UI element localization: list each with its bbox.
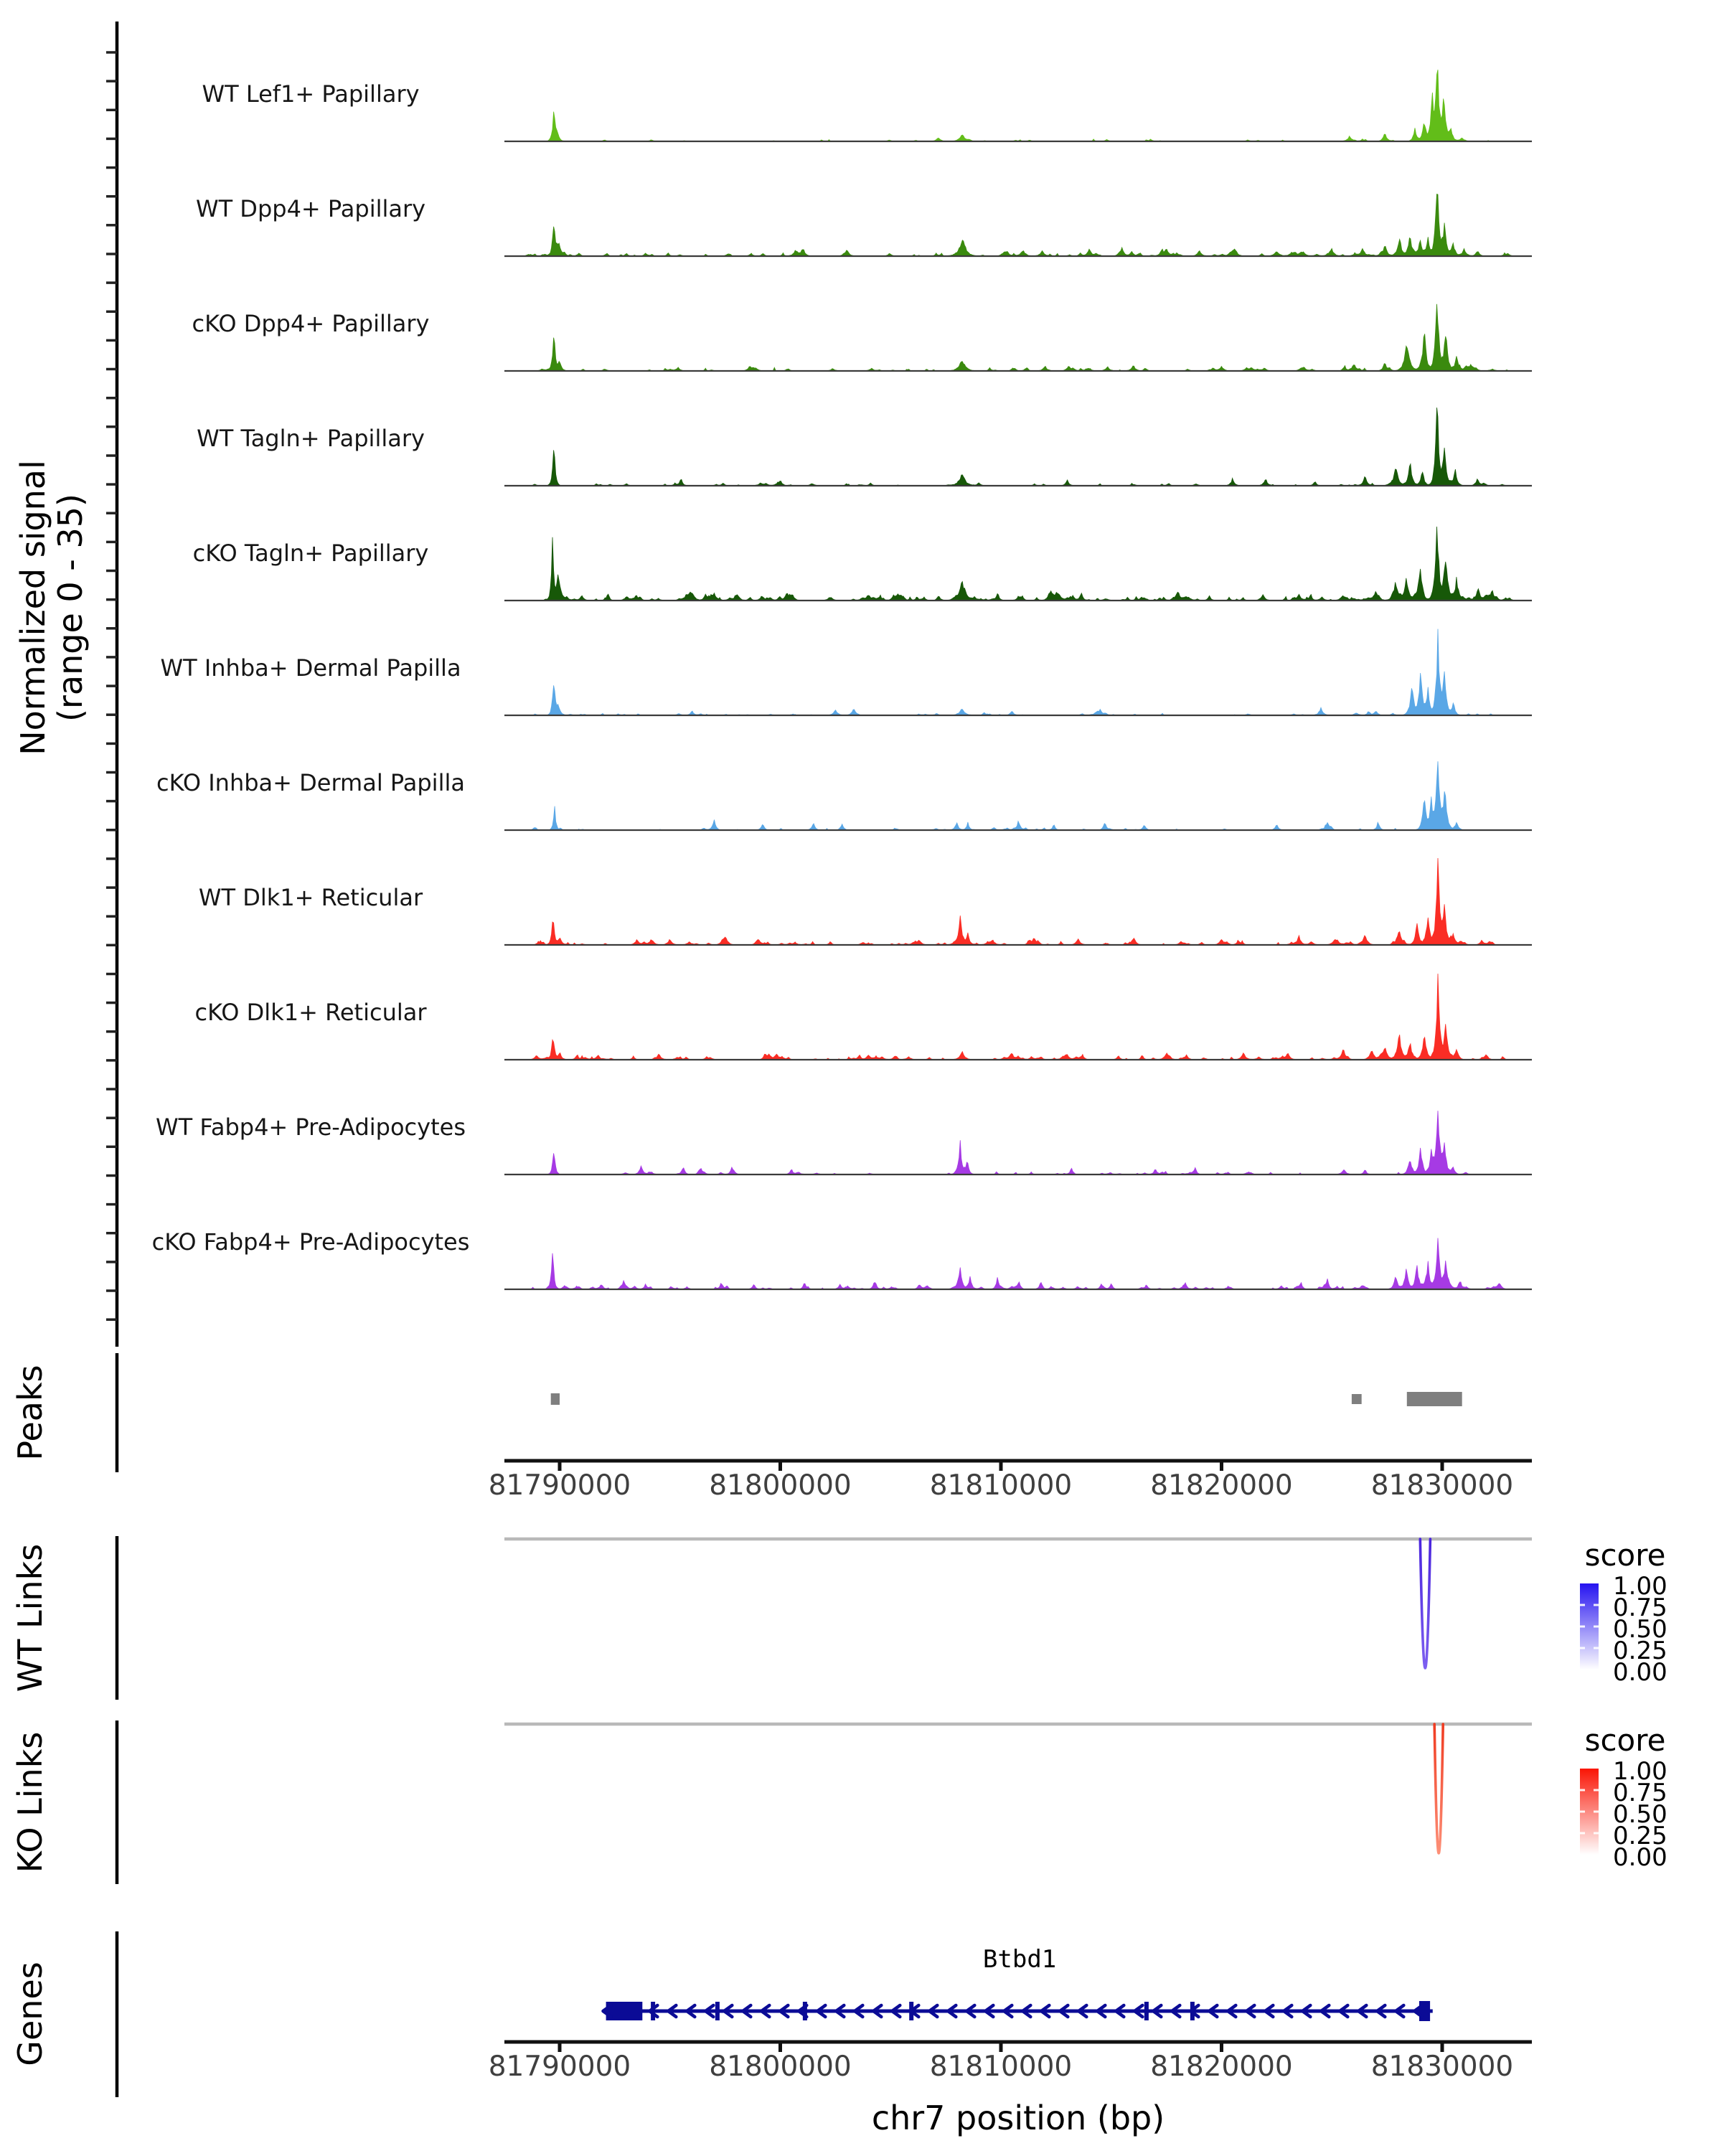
signal-track [192, 304, 1532, 371]
genes-panel [603, 1945, 1433, 2021]
gene-end-exon [1419, 2001, 1430, 2021]
signal-tracks-panel [152, 70, 1532, 1289]
score-legend-notch [1580, 1789, 1585, 1792]
ko-links-panel [504, 1724, 1667, 1872]
score-legend-tick-label: 0.50 [1613, 1800, 1667, 1829]
wt-links-legend-title: score [1584, 1538, 1666, 1573]
genome-axis-tick-label: 81830000 [1370, 1469, 1514, 1502]
signal-track [156, 761, 1532, 830]
wt-links-panel [504, 1539, 1667, 1687]
peak-region [1407, 1392, 1462, 1406]
signal-track [156, 1111, 1532, 1174]
genome-axis-tick-label: 81810000 [929, 2051, 1073, 2083]
genome-axis-tick-label: 81820000 [1150, 2051, 1293, 2083]
gene-exon-mark [1144, 2002, 1149, 2020]
genome-axis-tick-label: 81790000 [488, 1469, 631, 1502]
score-legend-notch [1594, 1811, 1599, 1813]
signal-track [202, 70, 1532, 141]
genome-axis-tick-label: 81810000 [929, 1469, 1073, 1502]
coaccessibility-link [1420, 1539, 1430, 1668]
score-legend-tick-label: 0.75 [1613, 1779, 1667, 1807]
score-legend-notch [1580, 1811, 1585, 1813]
signal-area [504, 527, 1532, 601]
score-legend-notch [1594, 1789, 1599, 1792]
signal-track [196, 194, 1532, 257]
track-label: cKO Tagln+ Papillary [192, 540, 429, 567]
signal-area [504, 194, 1532, 257]
genome-axis-tick-label: 81820000 [1150, 1469, 1293, 1502]
genome-axis-tick-label: 81790000 [488, 2051, 631, 2083]
track-label: cKO Dpp4+ Papillary [192, 310, 430, 337]
track-label: cKO Dlk1+ Reticular [194, 999, 427, 1026]
track-label: cKO Fabp4+ Pre-Adipocytes [151, 1228, 470, 1256]
gene-name-label: Btbd1 [982, 1945, 1057, 1974]
peak-region [551, 1393, 560, 1405]
peak-region [1352, 1394, 1362, 1404]
genome-axis-tick-label: 81800000 [709, 1469, 852, 1502]
signal-area [504, 761, 1532, 830]
genome-axis-bottom [489, 2042, 1532, 2083]
score-legend-notch [1580, 1647, 1585, 1649]
signal-area [504, 858, 1532, 945]
signal-track [197, 408, 1532, 486]
score-legend-notch [1594, 1832, 1599, 1835]
track-label: WT Inhba+ Dermal Papilla [160, 654, 461, 682]
signal-track [152, 1228, 1532, 1289]
track-label: WT Dpp4+ Papillary [195, 195, 426, 222]
score-legend-tick-label: 0.00 [1613, 1843, 1667, 1872]
score-legend-notch [1580, 1604, 1585, 1606]
score-legend-tick-label: 0.00 [1613, 1658, 1667, 1687]
signal-track [194, 974, 1532, 1060]
score-legend-tick-label: 0.25 [1613, 1637, 1667, 1665]
genome-axis-middle [489, 1461, 1532, 1502]
signal-area [504, 974, 1532, 1060]
score-legend-tick-label: 1.00 [1613, 1757, 1667, 1786]
ko-links-section-label: KO Links [11, 1731, 50, 1873]
score-legend-notch [1594, 1647, 1599, 1649]
score-legend-notch [1594, 1604, 1599, 1606]
track-label: WT Fabp4+ Pre-Adipocytes [156, 1114, 466, 1141]
genome-axis-tick-label: 81830000 [1370, 2051, 1514, 2083]
signal-area [504, 629, 1532, 715]
signal-area [504, 70, 1532, 141]
signal-area [504, 408, 1532, 486]
score-legend-notch [1580, 1832, 1585, 1835]
score-legend-tick-label: 0.25 [1613, 1822, 1667, 1850]
x-axis-title: chr7 position (bp) [871, 2099, 1165, 2137]
score-legend-notch [1594, 1626, 1599, 1628]
genome-axis-tick-label: 81800000 [709, 2051, 852, 2083]
track-label: WT Lef1+ Papillary [202, 80, 420, 108]
coaccessibility-link [1434, 1724, 1443, 1853]
signal-track [199, 858, 1532, 945]
peaks-panel [551, 1392, 1462, 1406]
signal-area [504, 1238, 1532, 1290]
signal-area [504, 304, 1532, 371]
track-label: WT Tagln+ Papillary [197, 425, 425, 452]
peaks-section-label: Peaks [11, 1365, 50, 1461]
y-axis-label-line2: (range 0 - 35) [51, 494, 90, 722]
track-label: cKO Inhba+ Dermal Papilla [156, 769, 465, 796]
signal-track [193, 527, 1532, 601]
signal-track [160, 629, 1532, 715]
genes-section-label: Genes [11, 1962, 50, 2066]
score-legend-notch [1580, 1626, 1585, 1628]
ko-links-legend-title: score [1584, 1723, 1666, 1758]
score-legend-tick-label: 0.50 [1613, 1615, 1667, 1644]
signal-area [504, 1111, 1532, 1174]
gene-exon-mark [715, 2002, 720, 2020]
score-legend-tick-label: 0.75 [1613, 1594, 1667, 1622]
track-label: WT Dlk1+ Reticular [198, 884, 423, 911]
score-legend-tick-label: 1.00 [1613, 1572, 1667, 1601]
y-axis-label-line1: Normalized signal [14, 460, 52, 755]
wt-links-section-label: WT Links [11, 1543, 50, 1693]
